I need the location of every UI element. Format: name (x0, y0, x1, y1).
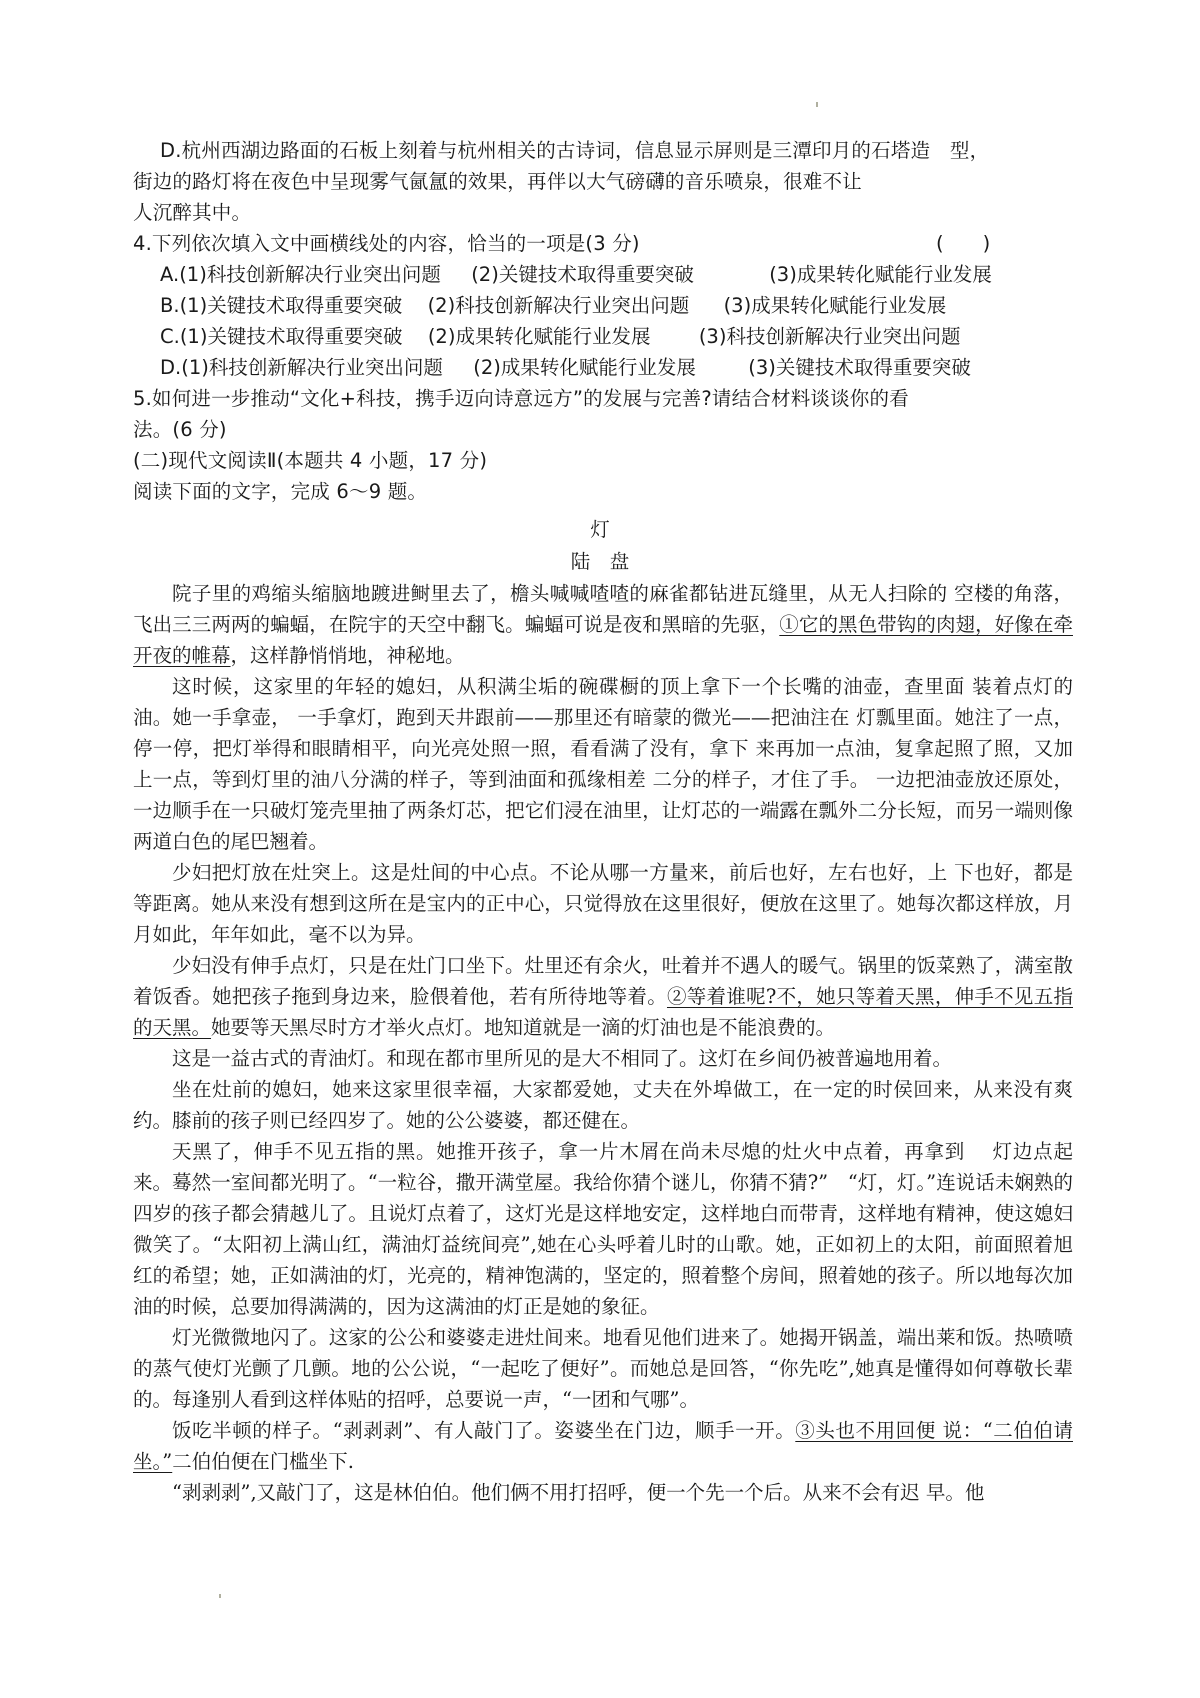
option-label: A. (160, 263, 180, 286)
paragraph-4 (133, 950, 1073, 1043)
question-5-line-2: 法。(6 分) (133, 418, 227, 441)
option-part-3: (3)关键技术取得重要突破 (748, 356, 971, 379)
underlined-sentence-1: ①它的黑色带钩的肉翅，好像在牵开夜的帷幕 (133, 613, 1073, 667)
option-d-line-2: 街边的路灯将在夜色中呈现雾气氤氲的效果，再伴以大气磅礴的音乐喷泉，很难不让 (133, 170, 862, 193)
paragraph-10: “剥剥剥”,又敲门了，这是林伯伯。他们俩不用打招呼，便一个先一个后。从来不会有迟 早。他 (172, 1481, 985, 1504)
paragraph-text: ，这样静悄悄地，神秘地。 (230, 644, 465, 667)
option-part-2: (2)成果转化赋能行业发展 (473, 356, 696, 379)
option-part-1: (1)关键技术取得重要突破 (179, 325, 403, 348)
question-4-option-a[interactable] (160, 260, 992, 290)
option-part-3: (3)成果转化赋能行业发展 (723, 294, 947, 317)
paragraph-text: 院子里的鸡缩头缩脑地踱进鲥里去了，檐头喊喊喳喳的麻雀都钻进瓦缝里，从无人扫除的 空楼的角落，飞出三三两两的蝙蝠，在院宇的天空中翻飞。蝙蝠可说是夜和黑暗的先驱， (133, 582, 1073, 636)
paragraph-text: 她要等天黑尽时方才举火点灯。地知道就是一滴的灯油也是不能浪费的。 (211, 1016, 836, 1039)
option-label: D. (160, 356, 182, 379)
option-part-1: (1)科技创新解决行业突出问题 (179, 263, 441, 286)
option-part-2: (2)科技创新解决行业突出问题 (427, 294, 690, 317)
article-title: 灯 (590, 518, 610, 541)
option-part-1: (1)关键技术取得重要突破 (179, 294, 403, 317)
paragraph-text: 饭吃半顿的样子。“剥剥剥”、有人敲门了。姿婆坐在门边，顺手一开。 (172, 1419, 796, 1442)
paragraph-text: 少妇没有伸手点灯，只是在灶门口坐下。灶里还有余火，吐着并不遇人的暖气。锅里的饭菜熟了，满室散着饭香。她把孩子拖到身边来，脸偎着他，若有所待地等着。 (133, 954, 1073, 1008)
option-d-line-1: D.杭州西湖边路面的石板上刻着与杭州相关的古诗词，信息显示屏则是三潭印月的石塔造 型， (160, 139, 990, 162)
question-4-option-d[interactable] (160, 353, 971, 383)
option-part-2: (2)成果转化赋能行业发展 (427, 325, 651, 348)
question-4-option-c[interactable] (160, 322, 960, 352)
paragraph-1 (133, 578, 1073, 671)
option-label: C. (160, 325, 180, 348)
option-part-2: (2)关键技术取得重要突破 (471, 263, 694, 286)
article-body (133, 578, 1073, 1508)
option-part-3: (3)成果转化赋能行业发展 (769, 263, 992, 286)
question-5-line-1: 5.如何进一步推动“文化+科技，携手迈向诗意远方”的发展与完善?请结合材料谈谈你的看 (133, 387, 909, 410)
option-label: B. (160, 294, 180, 317)
paragraph-6: 坐在灶前的媳妇，她来这家里很幸福，大家都爱她，丈夫在外埠做工，在一定的时侯回来，从来没有爽约。膝前的孩子则已经四岁了。她的公公婆婆，都还健在。 (133, 1078, 1073, 1132)
option-part-1: (1)科技创新解决行业突出问题 (181, 356, 443, 379)
underlined-sentence-3: ③头也不用回便 说：“二伯伯请坐。” (133, 1419, 1073, 1473)
paragraph-text: 二伯伯便在门槛坐下. (172, 1450, 354, 1473)
underlined-sentence-2: ②等着谁呢?不，她只等着天黑，伸手不见五指的天黑。 (133, 985, 1073, 1039)
paragraph-3: 少妇把灯放在灶突上。这是灶间的中心点。不论从哪一方量来，前后也好，左右也好，上 下也好，都是等距离。她从来没有想到这所在是宝内的正中心，只觉得放在这里很好，便放在这里了。她每次都这样放，月月如此，年年如此，毫不以为异。 (133, 861, 1073, 946)
answer-blank[interactable]: ( ) (936, 232, 991, 255)
paragraph-9 (133, 1415, 1073, 1477)
paragraph-5: 这是一益古式的青油灯。和现在都市里所见的是大不相同了。这灯在乡间仍被普遍地用着。 (172, 1047, 953, 1070)
scan-mark (219, 1594, 221, 1598)
option-part-3: (3)科技创新解决行业突出问题 (698, 325, 961, 348)
question-4-option-b[interactable] (160, 291, 946, 321)
question-4-stem: 4.下列依次填入文中画横线处的内容，恰当的一项是(3 分) (133, 232, 640, 255)
section-heading: (二)现代文阅读Ⅱ(本题共 4 小题，17 分) (133, 449, 488, 472)
option-d-line-3: 人沉醉其中。 (133, 201, 252, 224)
scan-mark (816, 102, 818, 107)
article-author: 陆 盘 (570, 550, 630, 573)
paragraph-8: 灯光微微地闪了。这家的公公和婆婆走进灶间来。地看见他们进来了。她揭开锅盖，端出莱和饭。热喷喷的蒸气使灯光颤了几颤。地的公公说，“一起吃了便好”。而她总是回答，“你先吃”,她真是懂得如何尊敬长辈的。每逢别人看到这样体贴的招呼，总要说一声，“一团和气哪”。 (133, 1326, 1073, 1411)
section-instruction: 阅读下面的文字，完成 6～9 题。 (133, 480, 428, 503)
paragraph-7: 天黑了，伸手不见五指的黑。她推开孩子，拿一片木屑在尚未尽熄的灶火中点着，再拿到 灯边点起来。蓦然一室间都光明了。“一粒谷，撒开满堂屋。我给你猜个谜儿，你猜不猜?” “灯，灯。”连说话未娴熟的四岁的孩子都会猜越儿了。且说灯点着了，这灯光是这样地安定，这样地白而带青，这样地有精神，使这媳妇微笑了。“太阳初上满山红，满油灯益统间亮”,她在心头呼着儿时的山歌。她，正如初上的太阳，前面照着旭红的希望；她，正如满油的灯，光亮的，精神饱满的，坚定的，照着整个房间，照着她的孩子。所以地每次加油的时候，总要加得满满的，因为这满油的灯正是她的象征。 (133, 1140, 1073, 1318)
paragraph-2: 这时候，这家里的年轻的媳妇，从积满尘垢的碗碟橱的顶上拿下一个长嘴的油壶，查里面 装着点灯的油。她一手拿壶， 一手拿灯，跑到天井跟前——那里还有暗蒙的微光——把油注在 灯瓢里面。她注了一点，停一停，把灯举得和眼睛相平，向光亮处照一照，看看满了没有，拿下 来再加一点油，复拿起照了照，又加上一点，等到灯里的油八分满的样子，等到油面和孤缘相差 二分的样子，才住了手。 一边把油壶放还原处， 一边顺手在一只破灯笼壳里抽了两条灯芯，把它们浸在油里，让灯芯的一端露在瓢外二分长短，而另一端则像两道白色的尾巴翘着。 (133, 675, 1073, 853)
